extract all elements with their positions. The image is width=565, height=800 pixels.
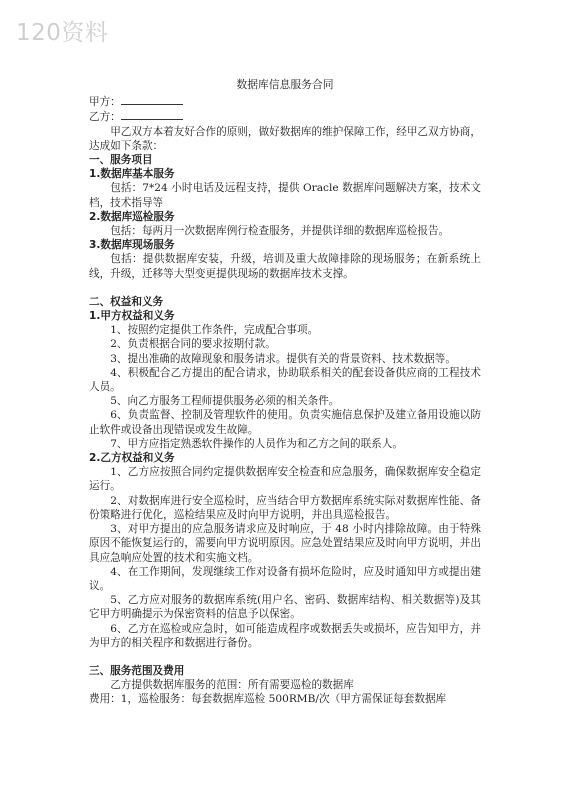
party-b-item: 4、在工作期间，发现继续工作对设备有损坏危险时，应及时通知甲方或提出建议。 <box>89 565 481 592</box>
section-3-heading: 三、服务范围及费用 <box>89 664 185 677</box>
party-a-item: 6、负责监督、控制及管理软件的使用。负责实施信息保护及建立备用设施以防止软件或设备出现错误或发生故障。 <box>89 409 481 436</box>
service-item-2-text: 包括：每两月一次数据库例行检查服务，并提供详细的数据库巡检报告。 <box>110 225 450 238</box>
section-spacer <box>89 281 481 295</box>
party-b-item: 2、对数据库进行安全巡检时，应当结合甲方数据库系统实际对数据库性能、备份策略进行优化，巡检结果应及时向甲方说明，并出具巡检报告。 <box>89 494 481 521</box>
service-item-2-title: 2.数据库巡检服务 <box>89 210 175 223</box>
service-item-3-text: 包括：提供数据库安装，升级，培训及重大故障排除的现场服务；在新系统上线，升级，迁移等大型变更提供现场的数据库技术支撑。 <box>89 253 481 280</box>
party-a-item: 5、向乙方服务工程师提供服务必须的相关条件。 <box>110 395 340 408</box>
party-a-blank <box>121 94 183 105</box>
service-scope-line: 乙方提供数据库服务的范围：所有需要巡检的数据库 <box>110 679 354 692</box>
party-b-line <box>89 109 481 124</box>
party-a-rights-title: 1.甲方权益和义务 <box>89 310 175 323</box>
party-b-item: 6、乙方在巡检或应急时，如可能造成程序或数据丢失或损坏，应告知甲方，并为甲方的相关程序和数据进行备份。 <box>89 622 481 649</box>
party-a-line <box>89 94 481 109</box>
service-item-3-title: 3.数据库现场服务 <box>89 239 175 252</box>
watermark-logo: 120资料 <box>16 20 109 46</box>
party-b-blank <box>121 109 183 120</box>
party-b-item: 5、乙方应对服务的数据库系统(用户名、密码、数据库结构、相关数据等)及其它甲方明确提示为保密资料的信息予以保密。 <box>89 594 481 621</box>
party-b-item: 3、对甲方提出的应急服务请求应及时响应，于 48 小时内排除故障。由于特殊原因不能恢复运行的，需要向甲方说明原因。应急处置结果应及时向甲方说明，并出具应急响应处置的技术和实施文档。 <box>89 523 481 564</box>
party-b-item: 1、乙方应按照合同约定提供数据库安全检查和应急服务，确保数据库安全稳定运行。 <box>89 466 481 493</box>
fee-line: 费用：1，巡检服务：每套数据库巡检 500RMB/次（甲方需保证每套数据库 <box>89 693 447 706</box>
party-a-item: 2、负责根据合同的要求按期付款。 <box>110 338 276 351</box>
document-title: 数据库信息服务合同 <box>236 78 334 91</box>
section-1-heading: 一、服务项目 <box>89 154 153 167</box>
party-a-item: 1、按照约定提供工作条件，完成配合事项。 <box>110 324 319 337</box>
party-b-label: 乙方： <box>89 111 121 124</box>
party-a-label: 甲方： <box>89 96 121 109</box>
section-2-heading: 二、权益和义务 <box>89 295 164 308</box>
intro-paragraph: 甲乙双方本着友好合作的原则，做好数据库的维护保障工作，经甲乙双方协商，达成如下条款： <box>89 125 481 152</box>
service-item-1-title: 1.数据库基本服务 <box>89 168 175 181</box>
party-a-item: 7、甲方应指定熟悉软件操作的人员作为和乙方之间的联系人。 <box>110 437 403 450</box>
party-a-item: 3、提出准确的故障现象和服务请求。提供有关的背景资料、技术数据等。 <box>110 352 456 365</box>
party-a-item: 4、积极配合乙方提出的配合请求，协助联系相关的配套设备供应商的工程技术人员。 <box>89 366 481 394</box>
contract-document <box>89 78 481 707</box>
service-item-1-text: 包括：7*24 小时电话及远程支持，提供 Oracle 数据库问题解决方案，技术文档，技术指导等 <box>89 182 481 209</box>
section-spacer <box>89 650 481 664</box>
party-b-rights-title: 2.乙方权益和义务 <box>89 452 175 465</box>
